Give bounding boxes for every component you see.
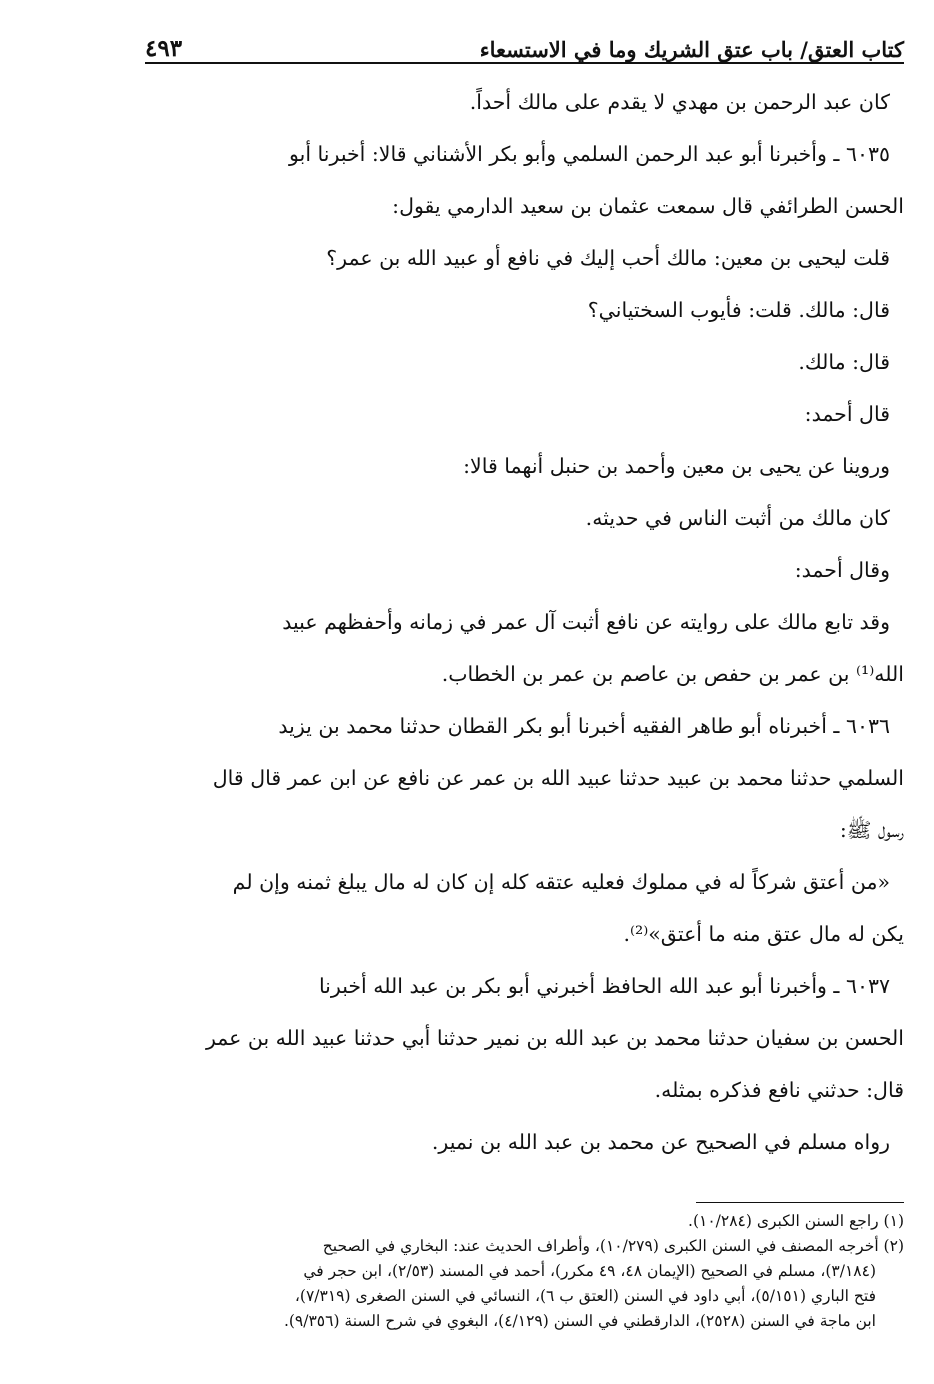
text-line: قال: مالك. [798, 350, 890, 374]
text-line-hadith-6036: ٦٠٣٦ ـ أخبرناه أبو طاهر الفقيه أخبرنا أبو بكر القطان حدثنا محمد بن يزيد [278, 714, 890, 738]
footnote-2: (٢) أخرجه المصنف في السنن الكبرى (١٠/٢٧٩)، وأطراف الحديث عند: البخاري في الصحيح [322, 1237, 904, 1255]
running-header [145, 20, 904, 64]
text-line: وقد تابع مالك على روايته عن نافع أثبت آل عمر في زمانه وأحفظهم عبيد [282, 610, 890, 634]
chapter-title: كتاب العتق/ باب عتق الشريك وما في الاستسعاء [479, 37, 904, 62]
footnote-line: فتح الباري (٥/١٥١)، أبي داود في السنن (العتق ب ٦)، النسائي في السنن الصغرى (٧/٣١٩)، [294, 1287, 876, 1305]
text-line: كان مالك من أثبت الناس في حديثه. [585, 506, 890, 530]
text-line: قال: مالك. قلت: فأيوب السختياني؟ [587, 298, 890, 322]
text-line: كان عبد الرحمن بن مهدي لا يقدم على مالك أحداً. [469, 90, 890, 114]
text-line: وروينا عن يحيى بن معين وأحمد بن حنبل أنهما قالا: [463, 454, 890, 478]
main-text [145, 76, 904, 1168]
text-line: الله⁽¹⁾ بن عمر بن حفص بن عاصم بن عمر بن الخطاب. [441, 662, 904, 686]
text-line: قال: حدثني نافع فذكره بمثله. [654, 1078, 904, 1102]
text-line: قلت ليحيى بن معين: مالك أحب إليك في نافع أو عبيد الله بن عمر؟ [326, 246, 890, 270]
text-line: يكن له مال عتق منه ما أعتق»⁽²⁾. [623, 922, 904, 946]
text-line: الحسن بن سفيان حدثنا محمد بن عبد الله بن نمير حدثنا أبي حدثنا عبيد الله بن عمر [205, 1026, 904, 1050]
text-line: رسول ﷺ: [839, 818, 904, 842]
footnote-line: (٣/١٨٤)، مسلم في الصحيح (الإيمان ٤٨، ٤٩ مكرر)، أحمد في المسند (٢/٥٣)، ابن حجر في [303, 1262, 876, 1280]
text-line-hadith-6035: ٦٠٣٥ ـ وأخبرنا أبو عبد الرحمن السلمي وأبو بكر الأشناني قالا: أخبرنا أبو [289, 142, 890, 166]
text-line: قال أحمد: [804, 402, 890, 426]
text-line: وقال أحمد: [794, 558, 890, 582]
footnote-separator [145, 1202, 904, 1203]
text-line: الحسن الطرائفي قال سمعت عثمان بن سعيد الدارمي يقول: [392, 194, 904, 218]
footnote-1: (١) راجع السنن الكبرى (١٠/٢٨٤). [688, 1212, 904, 1230]
text-line: رواه مسلم في الصحيح عن محمد بن عبد الله بن نمير. [431, 1130, 890, 1154]
footnote-line: ابن ماجة في السنن (٢٥٢٨)، الدارقطني في السنن (٤/١٢٩)، البغوي في شرح السنة (٩/٣٥٦). [283, 1312, 876, 1330]
text-line: «من أعتق شركاً له في مملوك فعليه عتقه كله إن كان له مال يبلغ ثمنه وإن لم [232, 870, 890, 894]
page-number: ٤٩٣ [145, 35, 183, 62]
footnotes [145, 1209, 904, 1334]
text-line-hadith-6037: ٦٠٣٧ ـ وأخبرنا أبو عبد الله الحافظ أخبرني أبو بكر بن عبد الله أخبرنا [318, 974, 890, 998]
text-line: السلمي حدثنا محمد بن عبيد حدثنا عبيد الله بن عمر عن نافع عن ابن عمر قال قال [212, 766, 904, 790]
